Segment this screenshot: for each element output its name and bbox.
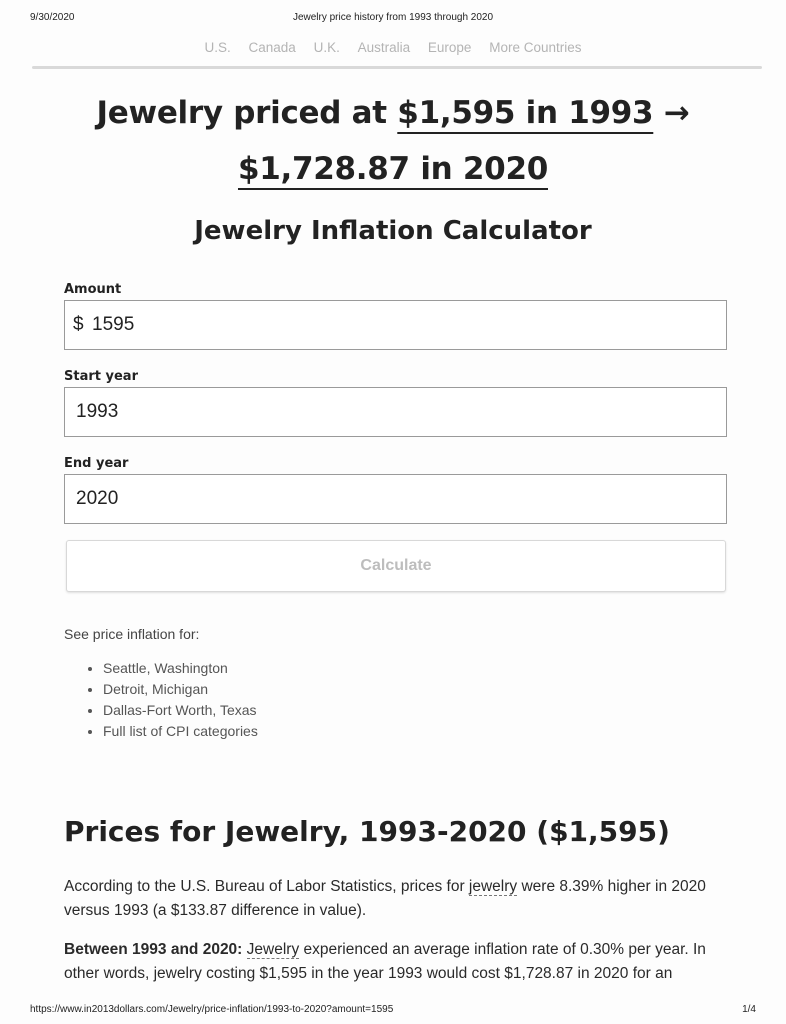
nav-item-australia[interactable]: Australia <box>357 40 411 55</box>
p1-text-start: According to the U.S. Bureau of Labor Statistics, prices for <box>64 878 469 895</box>
section-title: Prices for Jewelry, 1993-2020 ($1,595) <box>64 815 670 848</box>
headline-arrow: → <box>653 95 690 131</box>
page-url: https://www.in2013dollars.com/Jewelry/price-inflation/1993-to-2020?amount=1595 <box>30 1004 394 1015</box>
end-year-input[interactable] <box>64 474 727 524</box>
calculate-button[interactable]: Calculate <box>66 540 726 592</box>
page-number: 1/4 <box>742 1004 756 1015</box>
end-year-label: End year <box>64 456 129 471</box>
jewelry-link[interactable]: jewelry <box>468 878 518 895</box>
start-year-value: 1993 <box>76 401 119 422</box>
nav-item-canada[interactable]: Canada <box>248 40 296 55</box>
summary-paragraph <box>64 875 724 923</box>
print-footer <box>30 1004 756 1018</box>
amount-label: Amount <box>64 282 122 297</box>
country-nav <box>0 40 786 55</box>
p2-space <box>242 941 246 958</box>
headline-end-value: $1,728.87 in 2020 <box>237 151 548 187</box>
print-date: 9/30/2020 <box>30 12 75 23</box>
page-headline <box>0 85 786 197</box>
jewelry-link-2[interactable]: Jewelry <box>246 941 300 958</box>
link-dallas-fort-worth[interactable]: • Dallas-Fort Worth, Texas <box>103 700 258 721</box>
see-inflation-label: See price inflation for: <box>64 626 200 642</box>
link-cpi-categories[interactable]: • Full list of CPI categories <box>103 721 258 742</box>
link-detroit[interactable]: • Detroit, Michigan <box>103 679 258 700</box>
p1-text-end: were 8.39% higher in 2020 versus 1993 (a $133.87 difference in value). <box>64 878 706 919</box>
nav-item-europe[interactable]: Europe <box>427 40 472 55</box>
nav-item-us[interactable]: U.S. <box>204 40 231 55</box>
dollar-sign: $ <box>73 314 84 335</box>
print-header <box>30 12 756 26</box>
nav-item-more-countries[interactable]: More Countries <box>489 40 582 55</box>
amount-input[interactable] <box>64 300 727 350</box>
start-year-label: Start year <box>64 369 138 384</box>
end-year-value: 2020 <box>76 488 119 509</box>
amount-value: 1595 <box>92 314 135 335</box>
related-links-list <box>85 658 258 742</box>
headline-prefix: Jewelry priced at <box>96 95 398 131</box>
start-year-input[interactable] <box>64 387 727 437</box>
nav-item-uk[interactable]: U.K. <box>313 40 340 55</box>
print-page-title: Jewelry price history from 1993 through 2020 <box>292 12 494 23</box>
headline-start-value: $1,595 in 1993 <box>397 95 654 131</box>
detail-paragraph <box>64 938 724 986</box>
calculator-title: Jewelry Inflation Calculator <box>194 216 592 246</box>
p2-bold-lead: Between 1993 and 2020: <box>64 941 243 958</box>
p2-text: experienced an average inflation rate of 0.30% per year. In other words, jewelry costing $1,595 in the year 1993 would cost $1,728.87 in 2020 for an <box>64 941 706 982</box>
nav-divider <box>32 66 762 69</box>
link-seattle[interactable]: • Seattle, Washington <box>103 658 258 679</box>
